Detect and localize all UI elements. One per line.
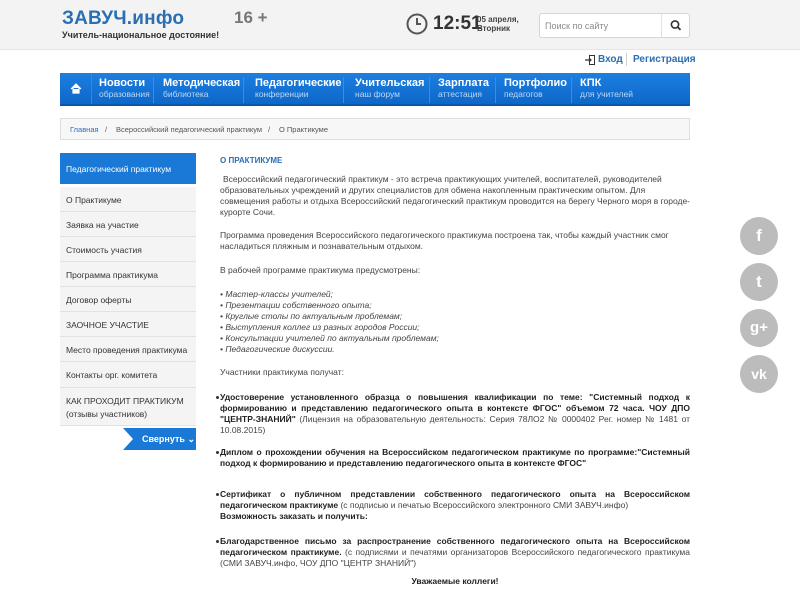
- list-item: • Круглые столы по актуальным проблемам;: [220, 311, 403, 321]
- age-rating: 16 +: [234, 8, 268, 27]
- nav-library[interactable]: Методическая библиотека: [156, 77, 244, 103]
- sidebar-item-venue[interactable]: Место проведения практикума: [60, 337, 196, 362]
- sidebar-item-about[interactable]: О Практикуме: [60, 187, 196, 212]
- list-item: • Педагогические дискуссии.: [220, 344, 335, 354]
- twitter-icon[interactable]: t: [740, 263, 778, 301]
- clock-time: 12:51: [433, 13, 482, 34]
- benefit-sertificate: Сертификат о публичном представлении собственного педагогического опыта на Всероссийском педагогическом практикуме (с подписью и печатью Всероссийского электронного СМИ ЗАВУЧ.инфо) Возможность заказать и получить:: [220, 489, 690, 522]
- benefits-intro: Участники практикума получат:: [220, 367, 344, 377]
- program-list: [220, 289, 690, 355]
- clock-date: 05 апреля, Вторник: [477, 15, 519, 33]
- vk-icon[interactable]: vk: [740, 355, 778, 393]
- site-tagline: Учитель-национальное достояние!: [62, 30, 220, 40]
- sidebar-item-price[interactable]: Стоимость участия: [60, 237, 196, 262]
- top-header: [0, 0, 800, 50]
- nav-salary[interactable]: Зарплата аттестация: [432, 77, 496, 103]
- breadcrumb-practicum[interactable]: Всероссийский педагогический практикум: [116, 125, 263, 134]
- sidebar-item-application[interactable]: Заявка на участие: [60, 212, 196, 237]
- sidebar-title: Педагогический практикум: [60, 153, 196, 184]
- sidebar-item-contacts[interactable]: Контакты орг. комитета: [60, 362, 196, 388]
- nav-conferences[interactable]: Педагогические конференции: [246, 77, 344, 103]
- list-item: • Мастер-классы учителей;: [220, 289, 334, 299]
- breadcrumb-separator: /: [105, 125, 108, 134]
- list-item: • Выступления коллег из разных городов России;: [220, 322, 420, 332]
- closing-greeting: Уважаемые коллеги!: [411, 576, 499, 586]
- nav-news[interactable]: Новости образования: [94, 77, 154, 103]
- breadcrumb-home[interactable]: Главная: [70, 125, 99, 134]
- login-icon: [585, 55, 595, 65]
- nav-home[interactable]: [60, 73, 92, 104]
- site-logo[interactable]: ЗАВУЧ.инфо: [62, 8, 185, 29]
- collapse-tab-notch: [123, 428, 133, 450]
- google-plus-icon[interactable]: g+: [740, 309, 778, 347]
- register-link[interactable]: Регистрация: [633, 54, 696, 65]
- program-intro: В рабочей программе практикума предусмотрены:: [220, 265, 421, 275]
- list-item: • Презентации собственного опыта;: [220, 300, 372, 310]
- sidebar-item-reviews[interactable]: КАК ПРОХОДИТ ПРАКТИКУМ (отзывы участников): [60, 388, 196, 426]
- home-icon: [60, 73, 92, 104]
- nav-forum[interactable]: Учительская наш форум: [346, 77, 430, 103]
- search-button[interactable]: [661, 14, 689, 37]
- login-link[interactable]: Вход: [598, 54, 623, 65]
- benefit-certificate: Удостоверение установленного образца о повышения квалификации по теме: "Системный подход к формированию и представлению педагогического опыта в контексте ФГОС" объемом 72 часа. ЧОУ ДПО "ЦЕНТР-ЗНАНИЙ" (Лицензия на образовательную деятельность: Серия 78ЛО2 № 0000402 Рег. номер № 1481 от 10.08.2015): [220, 392, 690, 436]
- collapse-button[interactable]: Свернуть ⌄: [123, 428, 196, 450]
- intro-paragraph: Всероссийский педагогический практикум - это встреча практикующих учителей, воспитателей, руководителей образовательных учреждений и других специалистов для обмена накопленным практическим опытом. Для совмещения работы и отдыха Всероссийский педагогический практикум проводится на берегу Черного моря в городе-курорте Сочи.: [220, 174, 691, 217]
- page-title: О ПРАКТИКУМЕ: [220, 156, 283, 165]
- sidebar-item-offer[interactable]: Договор оферты: [60, 287, 196, 312]
- auth-divider: [626, 53, 627, 66]
- search-box: [539, 13, 690, 38]
- breadcrumb-current: О Практикуме: [279, 125, 328, 134]
- list-item: • Консультации учителей по актуальным проблемам;: [220, 333, 439, 343]
- breadcrumb-separator: /: [268, 125, 271, 134]
- nav-portfolio[interactable]: Портфолио педагогов: [498, 77, 572, 103]
- chevron-down-icon: ⌄: [187, 434, 195, 444]
- main-nav: [60, 73, 690, 106]
- program-paragraph: Программа проведения Всероссийского педагогического практикума построена так, чтобы каждый участник смог насладиться пляжным и познавательным отдыхом.: [220, 230, 669, 251]
- benefit-diploma: Диплом о прохождении обучения на Всероссийском педагогическом практикуме по программе:"Системный подход к формированию и представлению педагогического опыта в контексте ФГОС": [220, 447, 690, 469]
- clock-icon: [406, 13, 428, 35]
- sidebar-item-remote[interactable]: ЗАОЧНОЕ УЧАСТИЕ: [60, 312, 196, 337]
- search-input[interactable]: [545, 18, 655, 33]
- benefit-letter: Благодарственное письмо за распространение собственного педагогического опыта на Всероссийском педагогическом практикуме. (с подписями и печатями организаторов Всероссийского педагогического практикума (СМИ ЗАВУЧ.инфо, ЧОУ ДПО "ЦЕНТР ЗНАНИЙ"): [220, 536, 690, 569]
- nav-courses[interactable]: КПК для учителей: [580, 77, 633, 99]
- facebook-icon[interactable]: f: [740, 217, 778, 255]
- sidebar-item-program[interactable]: Программа практикума: [60, 262, 196, 287]
- breadcrumb: [60, 118, 690, 140]
- search-icon: [662, 14, 690, 37]
